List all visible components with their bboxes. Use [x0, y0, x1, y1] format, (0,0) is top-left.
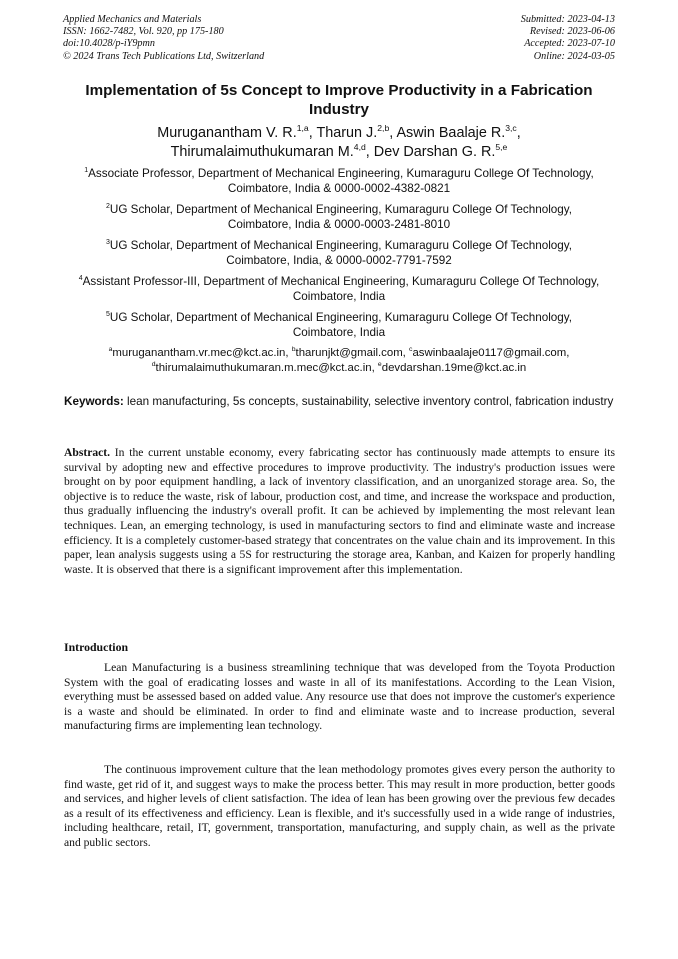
- affiliation-number: 3: [105, 239, 110, 247]
- abstract-label: Abstract.: [64, 446, 111, 459]
- affiliation-text: UG Scholar, Department of Mechanical Engineering, Kumaraguru College Of Technology, Coimbatore, India & 0000-0003-2481-8010: [109, 203, 573, 231]
- author-list: [58, 124, 620, 161]
- paper-title: Implementation of 5s Concept to Improve Productivity in a Fabrication Industry: [85, 82, 593, 118]
- author: [396, 125, 520, 141]
- author-name: Thirumalaimuthukumaran M.: [170, 143, 354, 160]
- online-date: Online: 2024-03-05: [533, 50, 615, 62]
- affiliation-text: Associate Professor, Department of Mechanical Engineering, Kumaraguru College Of Technology, Coimbatore, India & 0000-0002-4382-0821: [88, 167, 594, 195]
- submitted-date: Submitted: 2023-04-13: [520, 14, 615, 25]
- email-sup: c: [409, 346, 413, 354]
- email-sup: d: [151, 360, 156, 368]
- keywords-label: Keywords:: [64, 395, 124, 408]
- email[interactable]: [109, 347, 292, 359]
- email-text[interactable]: devdarshan.19me@kct.ac.in: [381, 361, 527, 374]
- journal-name: Applied Mechanics and Materials: [63, 14, 202, 25]
- affiliation-text: UG Scholar, Department of Mechanical Engineering, Kumaraguru College Of Technology, Coimbatore, India, & 0000-0002-7791-7592: [109, 239, 573, 267]
- introduction-heading: Introduction: [64, 640, 129, 654]
- author: [316, 125, 396, 141]
- introduction-paragraph-1: Lean Manufacturing is a business streamlining technique that was developed from the Toyota Production System with the goal of eradicating losses and waste in all of its manifestations. According to the Lean Vision, everything must be assessed based on added value. Any resource use that does not improve the customer's experience is a waste and should be eliminated. In order to find and eliminate waste and to increase production, several manufacturing firms are implementing lean technology.: [64, 661, 615, 733]
- affiliation-number: 2: [105, 203, 110, 211]
- doi-line: doi:10.4028/p-iY9pmn: [63, 38, 155, 50]
- email-text[interactable]: thirumalaimuthukumaran.m.mec@kct.ac.in,: [155, 361, 378, 374]
- journal-header-right: [521, 14, 615, 63]
- author-sep: ,: [389, 125, 397, 141]
- email-sup: a: [108, 346, 113, 354]
- email-text[interactable]: muruganantham.vr.mec@kct.ac.in,: [112, 347, 292, 359]
- author: [157, 125, 316, 141]
- affiliation-text: Assistant Professor-III, Department of Mechanical Engineering, Kumaraguru College Of Technology, Coimbatore, India: [82, 275, 600, 303]
- abstract-text: In the current unstable economy, every fabricating sector has continuously made attempts to ensure its survival by adopting new and effective procedures to improve productivity. The industry's production issues were brought on by poor equipment handling, a lack of inventory classification, and an unorganized storage area. So, the objective is to reduce the waste, risk of labour, production cost, and time, and increase the workspace and production, thus gradually influencing the industry's overall profit. It can be achieved by implementing the most relevant lean techniques. Lean, an emerging technology, is used in manufacturing sectors to find and eliminate waste and increase efficiency. It is a completely customer-based strategy that concentrates on the value chain and its improvement. In this paper, lean analysis suggests using a 5S for restructuring the storage area, Kanban, and Kaizen for properly handling waste. It is observed that there is a significant improvement after this implementation.: [64, 446, 615, 576]
- keywords-text: lean manufacturing, 5s concepts, sustainability, selective inventory control, fabrication industry: [123, 395, 614, 408]
- affiliation-5: [78, 311, 600, 340]
- email-sup: e: [377, 360, 382, 368]
- email-sup: b: [291, 346, 296, 354]
- revised-date: Revised: 2023-06-06: [529, 26, 615, 38]
- author-name: Tharun J.: [316, 125, 378, 141]
- email[interactable]: [152, 362, 378, 374]
- author-sup: 2,b: [377, 123, 390, 134]
- introduction-paragraph-2: The continuous improvement culture that the lean methodology promotes gives every person the authority to find waste, get rid of it, and suggest ways to make the process better. This may result in more production, better goods and services, and higher levels of client satisfaction. The idea of lean has been growing over the previous few decades as a result of its effectiveness and efficiency. Lean is flexible, and it's successfully used in a wide range of industries, including healthcare, retail, IT, government, transportation, manufacturing, and supply chain, as well as the private and public sectors.: [64, 763, 615, 849]
- email[interactable]: [378, 362, 526, 374]
- journal-header-left: [63, 14, 264, 63]
- copyright-line: © 2024 Trans Tech Publications Ltd, Switzerland: [63, 50, 265, 62]
- email[interactable]: [292, 347, 409, 359]
- affiliation-number: 4: [78, 275, 83, 283]
- abstract: [64, 446, 615, 577]
- author-sup: 4,d: [353, 141, 366, 152]
- affiliation-3: [78, 239, 600, 268]
- author: [170, 141, 374, 160]
- affiliation-1: [78, 167, 600, 196]
- affiliation-number: 5: [105, 311, 110, 319]
- author-sep: ,: [516, 125, 521, 141]
- issn-line: ISSN: 1662-7482, Vol. 920, pp 175-180: [63, 26, 224, 38]
- author-sep: ,: [365, 143, 374, 160]
- accepted-date: Accepted: 2023-07-10: [524, 38, 615, 50]
- author-name: Muruganantham V. R.: [157, 125, 297, 141]
- author-name: Aswin Baalaje R.: [396, 125, 506, 141]
- email-list: [58, 346, 620, 375]
- author-sup: 1,a: [296, 123, 309, 134]
- email[interactable]: [409, 347, 569, 359]
- keywords: [64, 395, 615, 410]
- affiliation-number: 1: [84, 167, 89, 175]
- affiliation-2: [78, 203, 600, 232]
- affiliation-text: UG Scholar, Department of Mechanical Engineering, Kumaraguru College Of Technology, Coimbatore, India: [109, 311, 573, 339]
- author-sup: 5,e: [495, 141, 508, 152]
- email-text[interactable]: aswinbaalaje0117@gmail.com,: [412, 347, 570, 359]
- author: [373, 141, 508, 160]
- author-name: Dev Darshan G. R.: [373, 143, 496, 160]
- author-sup: 3,c: [505, 123, 517, 134]
- affiliation-4: [78, 275, 600, 304]
- email-text[interactable]: tharunjkt@gmail.com,: [295, 347, 410, 359]
- author-sep: ,: [308, 125, 317, 141]
